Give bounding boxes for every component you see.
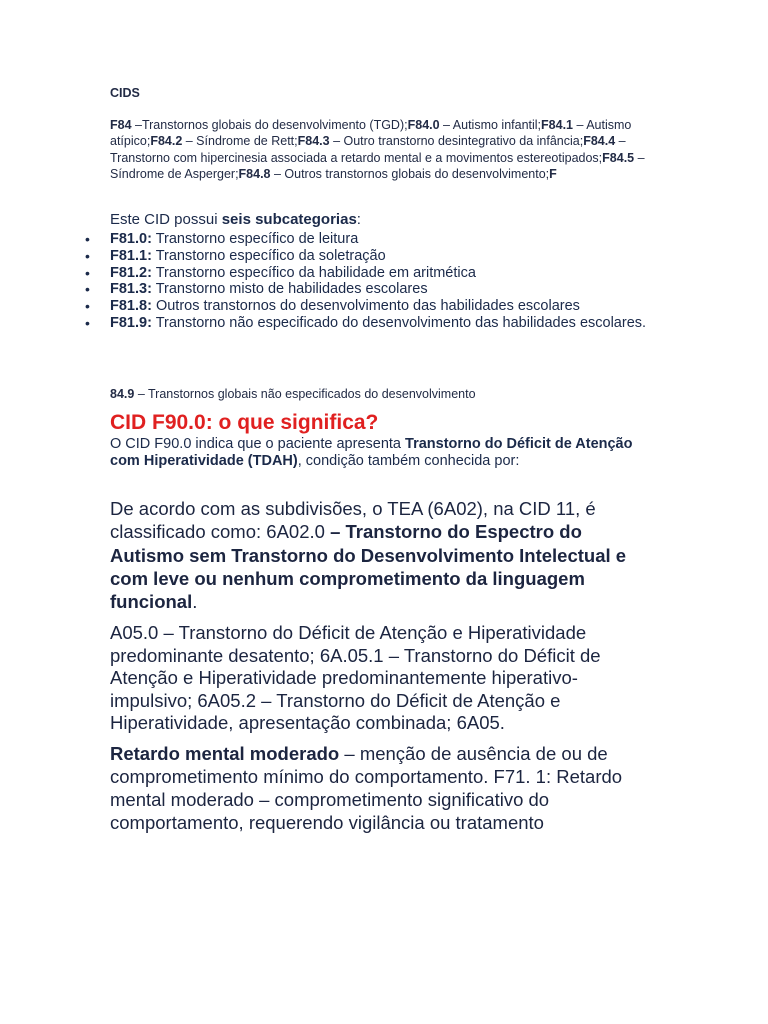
retardo-text: – menção de ausência de ou de comprometimento mínimo do comportamento. F71. 1: Retardo mental moderado – comprometimento significativo do comportamento, requerendo vigilância ou tratamento bbox=[110, 743, 623, 833]
text-f84-5: – Síndrome de Asperger; bbox=[110, 150, 645, 181]
bullet-icon: • bbox=[85, 281, 90, 298]
bullet-icon: • bbox=[85, 298, 90, 315]
cids-heading: CIDS bbox=[110, 86, 140, 100]
code-f84: F84 bbox=[110, 118, 132, 132]
item-text: Transtorno específico da soletração bbox=[151, 247, 386, 264]
text-f84-2: – Síndrome de Rett; bbox=[182, 134, 298, 149]
code-f84-8: F84.8 bbox=[238, 166, 271, 181]
code-f84-3: F84.3 bbox=[297, 134, 330, 149]
f90-paragraph bbox=[110, 436, 650, 470]
a05-paragraph: A05.0 – Transtorno do Déficit de Atenção e Hiperatividade predominante desatento; 6A.05.1 – Transtorno do Déficit de Atenção e Hiperatividade predominantemente hiperativo-impulsivo; 6A05.2 – Transtorno do Déficit de Atenção e Hiperatividade, apresentação combinada; 6A05. bbox=[110, 622, 601, 734]
code-f-trailing: F bbox=[549, 166, 557, 181]
intro-suffix: : bbox=[356, 211, 361, 228]
subcategories-intro bbox=[110, 211, 660, 229]
tea-suffix: . bbox=[192, 591, 198, 613]
retardo-paragraph bbox=[110, 742, 650, 834]
code-f84-4: F84.4 bbox=[583, 134, 616, 149]
text-f84-8: – Outros transtornos globais do desenvolvimento; bbox=[270, 166, 550, 181]
list-item bbox=[0, 231, 660, 248]
f90-suffix: , condição também conhecida por: bbox=[297, 453, 520, 469]
f90-heading: CID F90.0: o que significa? bbox=[110, 411, 379, 434]
item-text: Outros transtornos do desenvolvimento das habilidades escolares bbox=[151, 298, 580, 315]
tea-paragraph bbox=[110, 497, 660, 613]
code-f84-5: F84.5 bbox=[602, 150, 635, 165]
tea-bold: – Transtorno do Espectro do Autismo sem Transtorno do Desenvolvimento Intelectual e com leve ou nenhum comprometimento da linguagem funcional bbox=[110, 521, 627, 613]
f84-paragraph bbox=[110, 117, 650, 182]
code-84-9: 84.9 bbox=[110, 387, 135, 401]
text-f84-1: – Autismo atípico; bbox=[110, 118, 632, 149]
item-text: Transtorno específico de leitura bbox=[151, 231, 359, 247]
item-text: Transtorno específico da habilidade em aritmética bbox=[151, 264, 476, 281]
text-f84-4: – Transtorno com hipercinesia associada a retardo mental e a movimentos estereotipados; bbox=[110, 134, 626, 165]
list-item bbox=[0, 315, 660, 332]
intro-bold: seis subcategorias bbox=[221, 211, 357, 228]
text-f84-0: – Autismo infantil; bbox=[439, 118, 542, 132]
code-f84-2: F84.2 bbox=[150, 134, 183, 149]
item-code: F81.1: bbox=[110, 247, 152, 264]
retardo-bold: Retardo mental moderado bbox=[110, 743, 340, 764]
text-f84: –Transtornos globais do desenvolvimento (TGD); bbox=[131, 118, 408, 132]
list-item bbox=[0, 265, 660, 282]
bullet-icon: • bbox=[85, 231, 90, 247]
code-f84-0: F84.0 bbox=[407, 118, 440, 132]
text-84-9: – Transtornos globais não especificados do desenvolvimento bbox=[134, 387, 476, 401]
item-code: F81.3: bbox=[110, 281, 152, 298]
item-text: Transtorno misto de habilidades escolares bbox=[151, 281, 428, 298]
subcategory-list bbox=[0, 231, 660, 332]
intro-prefix: Este CID possui bbox=[110, 211, 222, 228]
item-code: F81.9: bbox=[110, 314, 152, 331]
item-code: F81.2: bbox=[110, 264, 152, 281]
code-f84-1: F84.1 bbox=[541, 118, 573, 132]
list-item bbox=[0, 281, 660, 298]
bullet-icon: • bbox=[85, 247, 90, 264]
item-text: Transtorno não especificado do desenvolvimento das habilidades escolares. bbox=[151, 314, 647, 331]
text-f84-3: – Outro transtorno desintegrativo da infância; bbox=[329, 134, 584, 149]
f84-9-paragraph bbox=[110, 387, 660, 401]
item-code: F81.8: bbox=[110, 298, 152, 315]
item-code: F81.0: bbox=[110, 231, 152, 247]
f90-prefix: O CID F90.0 indica que o paciente apresenta bbox=[110, 436, 406, 452]
bullet-icon: • bbox=[85, 314, 90, 331]
list-item bbox=[0, 248, 660, 265]
list-item bbox=[0, 298, 660, 315]
bullet-icon: • bbox=[85, 264, 90, 281]
f90-bold: Transtorno do Déficit de Atenção com Hiperatividade (TDAH) bbox=[110, 436, 633, 469]
tea-prefix: De acordo com as subdivisões, o TEA (6A02), na CID 11, é classificado como: 6A02.0 bbox=[110, 498, 596, 543]
